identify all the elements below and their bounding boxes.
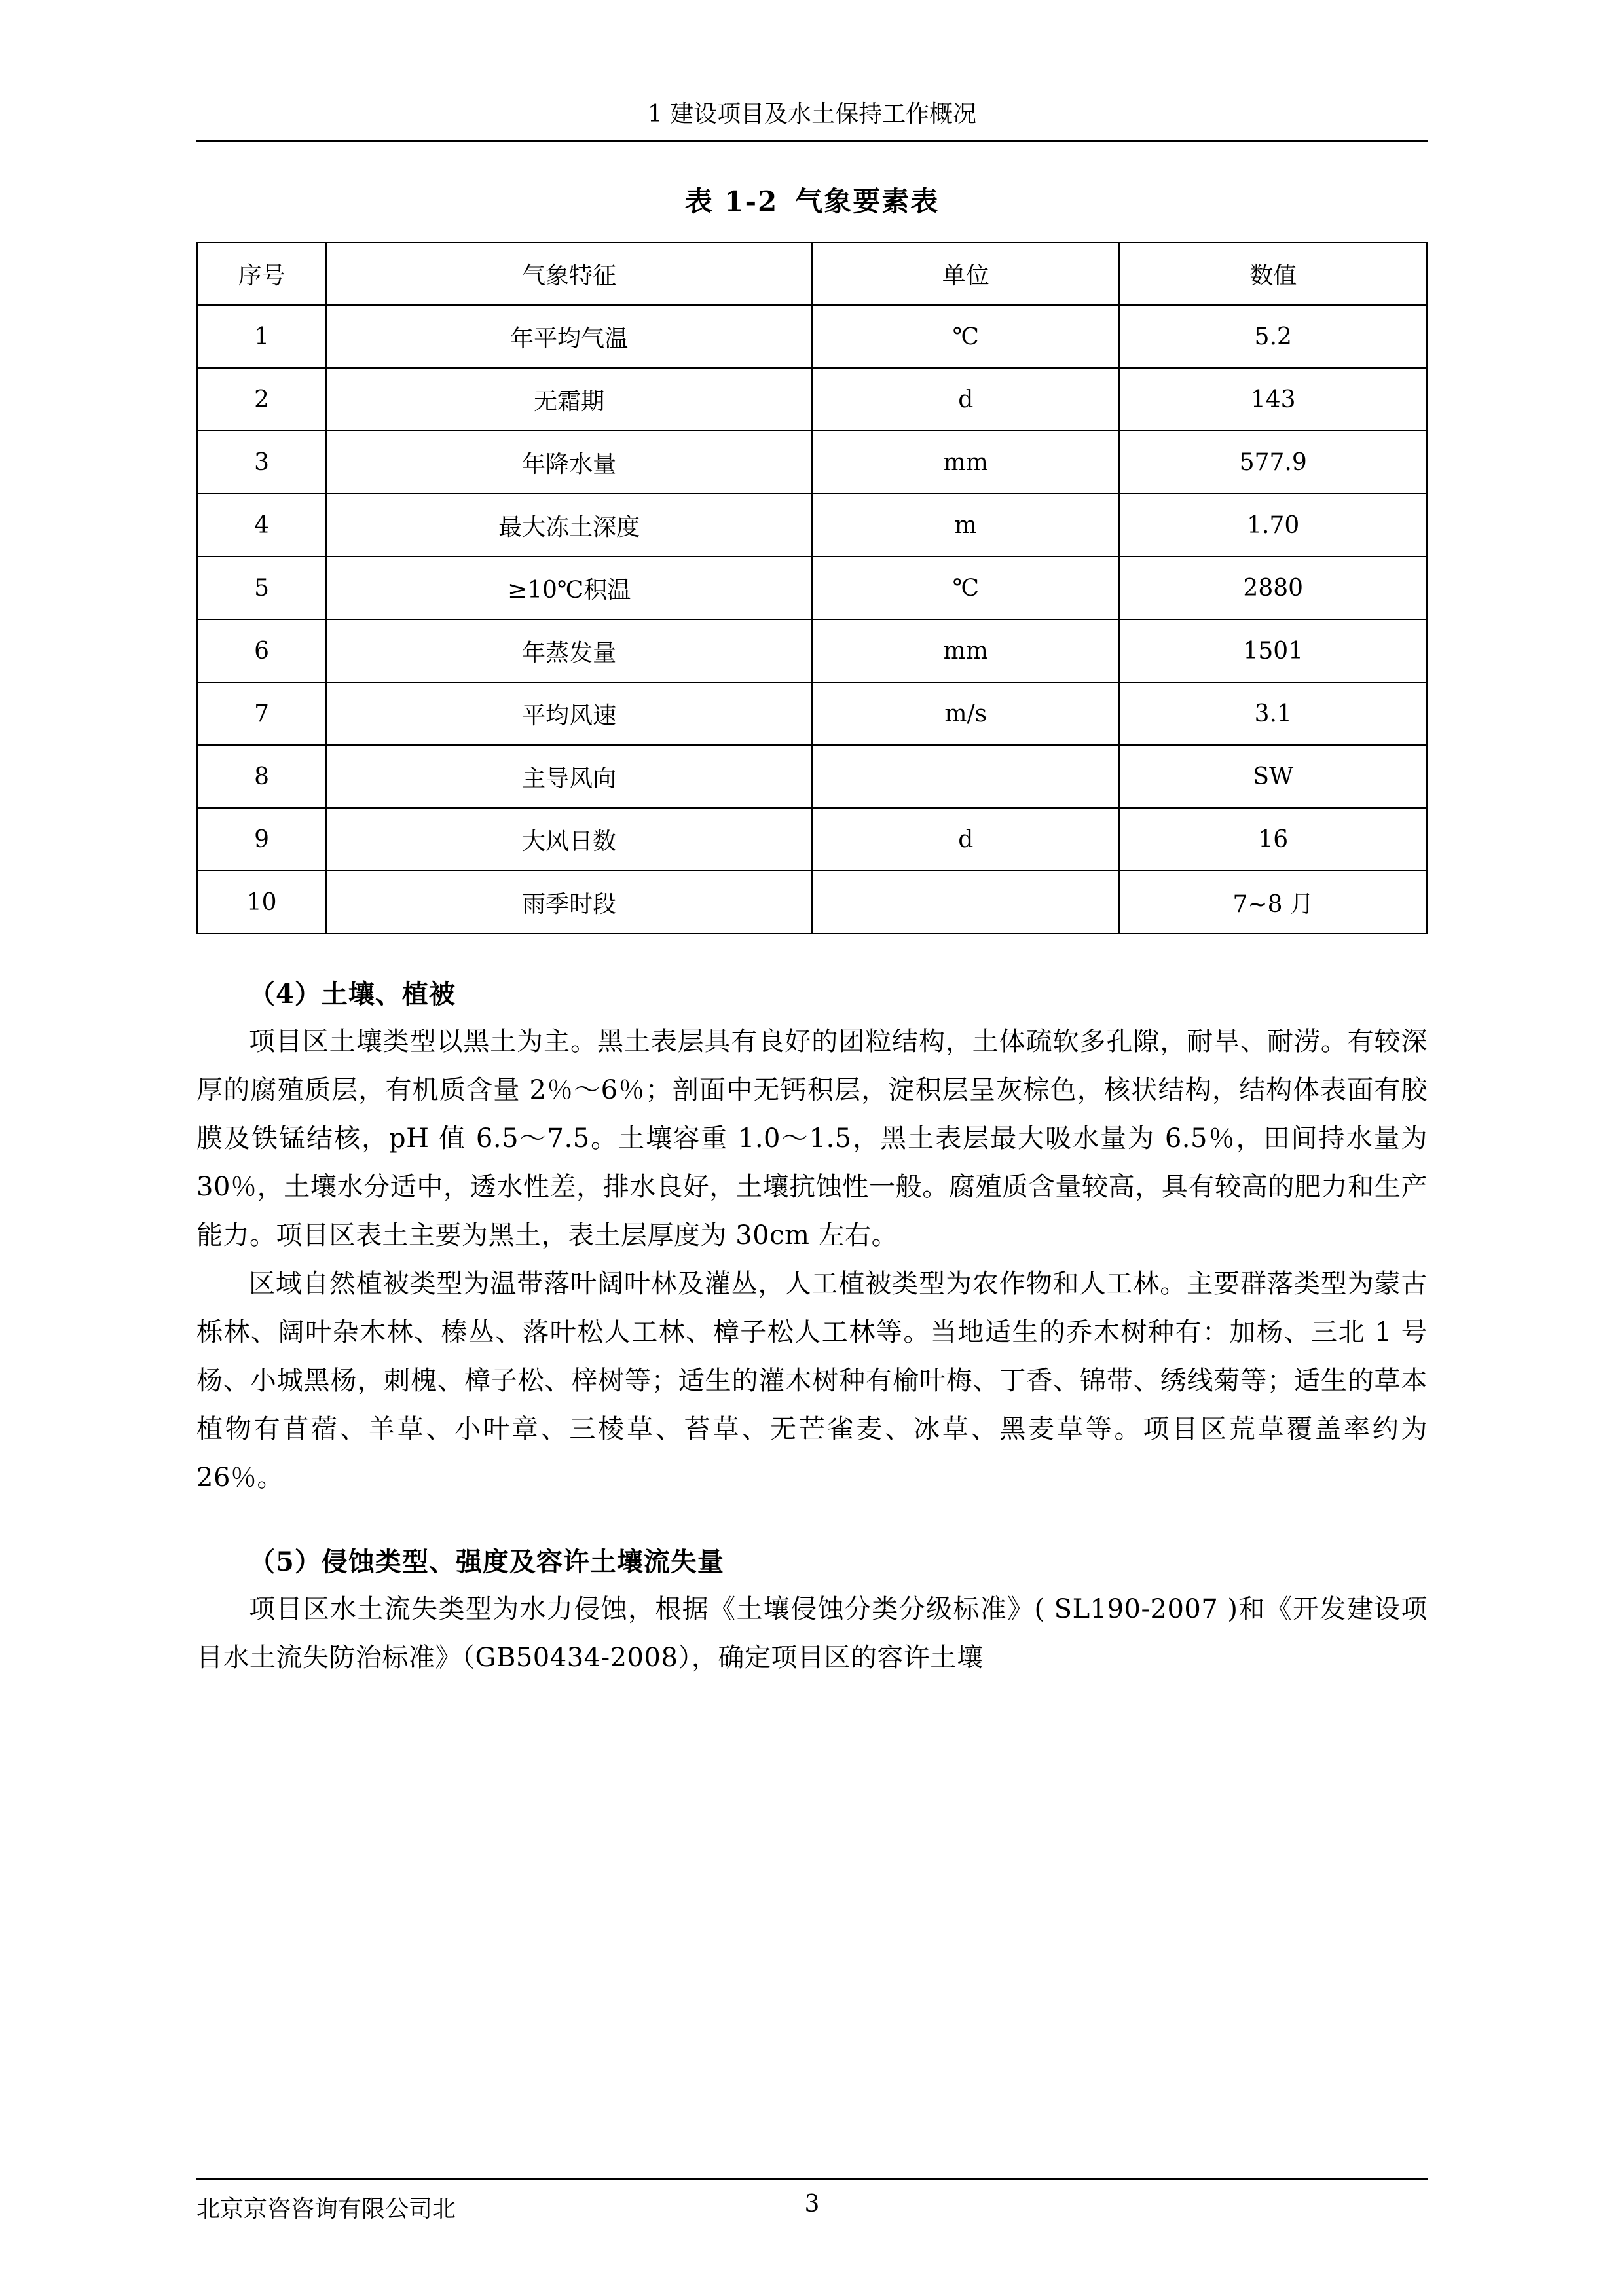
- header-divider: [196, 140, 1428, 142]
- cell-unit: mm: [812, 619, 1120, 682]
- running-title: 1 建设项目及水土保持工作概况: [647, 101, 977, 128]
- column-header-no: 序号: [197, 242, 326, 305]
- cell-no: 7: [197, 682, 326, 745]
- column-header-unit: 单位: [812, 242, 1120, 305]
- table-caption: [196, 180, 1428, 219]
- cell-unit: [812, 871, 1120, 934]
- footer-divider: [196, 2178, 1428, 2180]
- table-row: [197, 305, 1427, 368]
- cell-value: 16: [1119, 808, 1427, 871]
- table-row: [197, 682, 1427, 745]
- cell-feature: 年降水量: [326, 431, 812, 494]
- table-row: [197, 368, 1427, 431]
- page-header: [196, 98, 1428, 140]
- cell-unit: d: [812, 368, 1120, 431]
- footer-company: 北京京咨咨询有限公司北: [196, 2196, 456, 2223]
- section-heading-soil-vegetation: （4）土壤、植被: [249, 979, 456, 1010]
- cell-unit: mm: [812, 431, 1120, 494]
- table-header-row: [197, 242, 1427, 305]
- table-row: [197, 619, 1427, 682]
- table-row: [197, 556, 1427, 619]
- cell-value: 1.70: [1119, 494, 1427, 556]
- column-header-feature: 气象特征: [326, 242, 812, 305]
- table-caption-text: 气象要素表: [795, 185, 940, 218]
- paragraph-erosion: 项目区水土流失类型为水力侵蚀，根据《土壤侵蚀分类分级标准》( SL190-2007 )和《开发建设项目水土流失防治标准》（GB50434-2008），确定项目区的容许土壤: [196, 1594, 1428, 1673]
- table-row: [197, 494, 1427, 556]
- section-heading-erosion: （5）侵蚀类型、强度及容许土壤流失量: [249, 1546, 724, 1578]
- cell-no: 5: [197, 556, 326, 619]
- cell-value: 2880: [1119, 556, 1427, 619]
- cell-no: 3: [197, 431, 326, 494]
- cell-value: 5.2: [1119, 305, 1427, 368]
- cell-value: 577.9: [1119, 431, 1427, 494]
- cell-feature: 年蒸发量: [326, 619, 812, 682]
- cell-value: 3.1: [1119, 682, 1427, 745]
- table-caption-number: 表 1-2: [684, 185, 779, 218]
- cell-value: SW: [1119, 745, 1427, 808]
- column-header-value: 数值: [1119, 242, 1427, 305]
- cell-unit: [812, 745, 1120, 808]
- page-footer: [196, 2178, 1428, 2224]
- cell-no: 9: [197, 808, 326, 871]
- paragraph-vegetation: 区域自然植被类型为温带落叶阔叶林及灌丛，人工植被类型为农作物和人工林。主要群落类型为蒙古栎林、阔叶杂木林、榛丛、落叶松人工林、樟子松人工林等。当地适生的乔木树种有：加杨、三北 1 号杨、小城黑杨，刺槐、樟子松、梓树等；适生的灌木树种有榆叶梅、丁香、锦带、绣线菊等；适生的草本植物有苜蓿、羊草、小叶章、三棱草、苔草、无芒雀麦、冰草、黑麦草等。项目区荒草覆盖率约为 26％。: [196, 1269, 1428, 1493]
- table-row: [197, 808, 1427, 871]
- cell-unit: ℃: [812, 556, 1120, 619]
- cell-feature: ≥10℃积温: [326, 556, 812, 619]
- cell-no: 10: [197, 871, 326, 934]
- cell-no: 1: [197, 305, 326, 368]
- cell-no: 8: [197, 745, 326, 808]
- cell-no: 2: [197, 368, 326, 431]
- cell-feature: 年平均气温: [326, 305, 812, 368]
- cell-value: 143: [1119, 368, 1427, 431]
- meteorological-factors-table: [196, 242, 1428, 934]
- cell-no: 6: [197, 619, 326, 682]
- cell-feature: 主导风向: [326, 745, 812, 808]
- cell-feature: 平均风速: [326, 682, 812, 745]
- cell-unit: m: [812, 494, 1120, 556]
- table-row: [197, 431, 1427, 494]
- cell-feature: 最大冻土深度: [326, 494, 812, 556]
- table-row: [197, 871, 1427, 934]
- cell-unit: m/s: [812, 682, 1120, 745]
- table-row: [197, 745, 1427, 808]
- paragraph-soil: 项目区土壤类型以黑土为主。黑土表层具有良好的团粒结构，土体疏软多孔隙，耐旱、耐涝。有较深厚的腐殖质层，有机质含量 2％～6％；剖面中无钙积层，淀积层呈灰棕色，核状结构，结构体表面有胶膜及铁锰结核，pH 值 6.5～7.5。土壤容重 1.0～1.5，黑土表层最大吸水量为 6.5％，田间持水量为 30％，土壤水分适中，透水性差，排水良好，土壤抗蚀性一般。腐殖质含量较高，具有较高的肥力和生产能力。项目区表土主要为黑土，表土层厚度为 30cm 左右。: [196, 1027, 1428, 1251]
- cell-feature: 雨季时段: [326, 871, 812, 934]
- cell-unit: d: [812, 808, 1120, 871]
- cell-value: 1501: [1119, 619, 1427, 682]
- cell-value: 7~8 月: [1119, 871, 1427, 934]
- page-number: 3: [804, 2191, 820, 2217]
- cell-feature: 大风日数: [326, 808, 812, 871]
- cell-unit: ℃: [812, 305, 1120, 368]
- cell-feature: 无霜期: [326, 368, 812, 431]
- cell-no: 4: [197, 494, 326, 556]
